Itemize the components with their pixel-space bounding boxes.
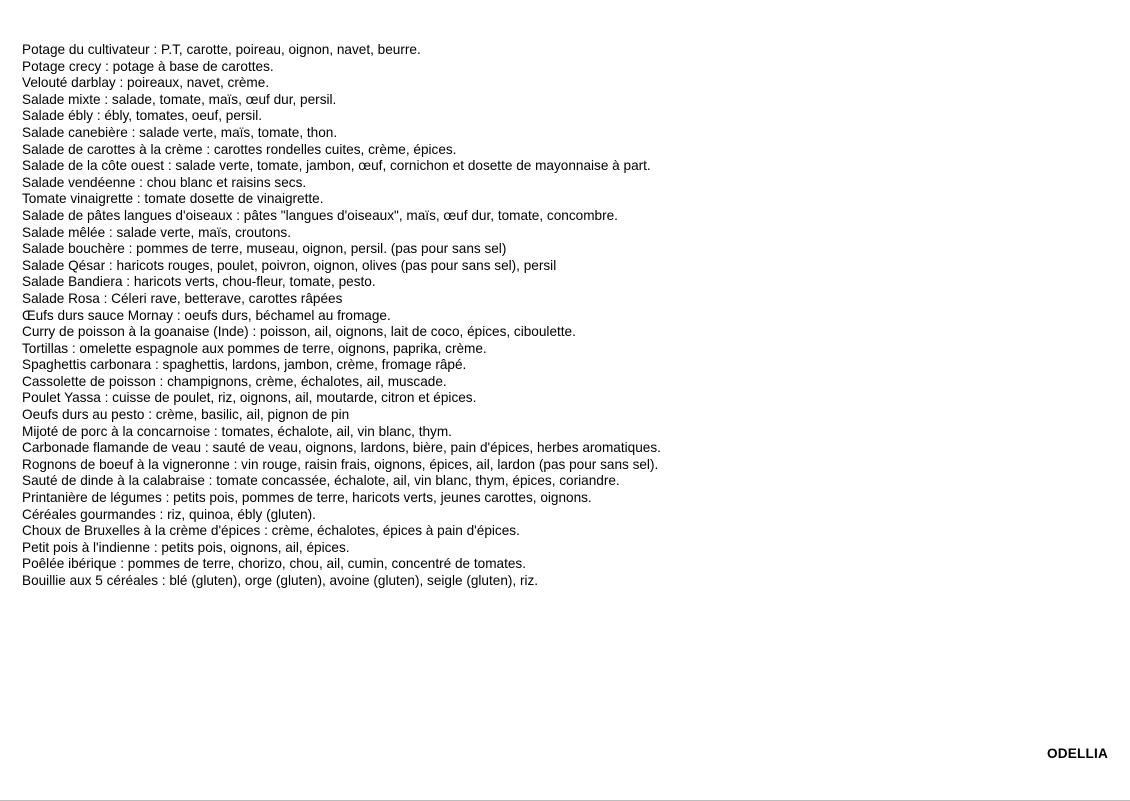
list-item: Oeufs durs au pesto : crème, basilic, ail, pignon de pin <box>22 407 350 423</box>
list-item: Petit pois à l'indienne : petits pois, oignons, ail, épices. <box>22 539 350 555</box>
list-item: Potage du cultivateur : P.T, carotte, poireau, oignon, navet, beurre. <box>22 42 421 57</box>
list-item: Rognons de boeuf à la vigneronne : vin rouge, raisin frais, oignons, épices, ail, lardon (pas pour sans sel). <box>22 456 659 472</box>
list-item: Salade de carottes à la crème : carottes rondelles cuites, crème, épices. <box>22 141 457 157</box>
list-item: Salade de pâtes langues d'oiseaux : pâtes "langues d'oiseaux", maïs, œuf dur, tomate, concombre. <box>22 207 618 223</box>
list-item: Carbonade flamande de veau : sauté de veau, oignons, lardons, bière, pain d'épices, herbes aromatiques. <box>22 440 661 456</box>
list-item: Velouté darblay : poireaux, navet, crème. <box>22 75 270 91</box>
list-item: Choux de Bruxelles à la crème d'épices : crème, échalotes, épices à pain d'épices. <box>22 523 520 539</box>
list-item: Poêlée ibérique : pommes de terre, chorizo, chou, ail, cumin, concentré de tomates. <box>22 556 526 572</box>
list-item: Céréales gourmandes : riz, quinoa, ébly (gluten). <box>22 506 316 522</box>
list-item: Cassolette de poisson : champignons, crème, échalotes, ail, muscade. <box>22 373 447 389</box>
list-item: Potage crecy : potage à base de carottes. <box>22 58 274 74</box>
list-item: Printanière de légumes : petits pois, pommes de terre, haricots verts, jeunes carottes, oignons. <box>22 490 592 506</box>
list-item: Sauté de dinde à la calabraise : tomate concassée, échalote, ail, vin blanc, thym, épices, coriandre. <box>22 473 620 489</box>
list-item: Salade mixte : salade, tomate, maïs, œuf dur, persil. <box>22 91 337 107</box>
list-item: Salade Qésar : haricots rouges, poulet, poivron, oignon, olives (pas pour sans sel), persil <box>22 257 557 273</box>
list-item: Salade canebière : salade verte, maïs, tomate, thon. <box>22 124 338 140</box>
list-item: Salade vendéenne : chou blanc et raisins secs. <box>22 174 307 190</box>
list-item: Salade Rosa : Céleri rave, betterave, carottes râpées <box>22 290 343 306</box>
list-item: Tomate vinaigrette : tomate dosette de vinaigrette. <box>22 191 324 207</box>
list-item: Poulet Yassa : cuisse de poulet, riz, oignons, ail, moutarde, citron et épices. <box>22 390 477 406</box>
list-item: Mijoté de porc à la concarnoise : tomates, échalote, ail, vin blanc, thym. <box>22 423 452 439</box>
list-item: Salade ébly : ébly, tomates, oeuf, persil. <box>22 108 263 124</box>
list-item: Salade bouchère : pommes de terre, museau, oignon, persil. (pas pour sans sel) <box>22 241 507 257</box>
list-item: Salade mêlée : salade verte, maïs, croutons. <box>22 224 291 240</box>
list-item: Salade Bandiera : haricots verts, chou-fleur, tomate, pesto. <box>22 274 376 290</box>
list-item: Curry de poisson à la goanaise (Inde) : poisson, ail, oignons, lait de coco, épices, ciboulette. <box>22 324 576 340</box>
brand-label: ODELLIA <box>1046 746 1108 761</box>
dish-list <box>22 42 661 590</box>
list-item: Salade de la côte ouest : salade verte, tomate, jambon, œuf, cornichon et dosette de mayonnaise à part. <box>22 158 651 174</box>
list-item: Spaghettis carbonara : spaghettis, lardons, jambon, crème, fromage râpé. <box>22 357 467 373</box>
list-item: Œufs durs sauce Mornay : oeufs durs, béchamel au fromage. <box>22 307 391 323</box>
list-item: Tortillas : omelette espagnole aux pommes de terre, oignons, paprika, crème. <box>22 340 487 356</box>
list-item: Bouillie aux 5 céréales : blé (gluten), orge (gluten), avoine (gluten), seigle (gluten), riz. <box>22 573 539 588</box>
